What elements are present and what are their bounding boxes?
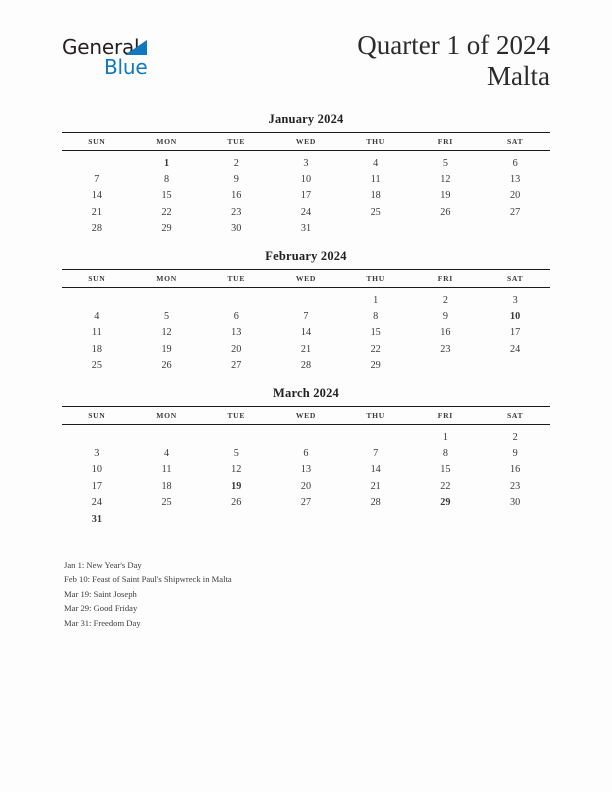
day-cell-holiday[interactable]: 10	[510, 311, 521, 323]
day-cell[interactable]: 1	[373, 294, 379, 306]
day-cell[interactable]: 2	[233, 157, 239, 169]
day-cell[interactable]: 17	[91, 480, 102, 492]
day-cell[interactable]: 16	[510, 464, 521, 476]
week-row	[62, 445, 550, 461]
brand-name-blue: Blue	[104, 55, 148, 79]
brand-name-general: General	[62, 35, 140, 59]
day-cell-empty	[201, 287, 271, 308]
day-cell[interactable]: 12	[440, 174, 451, 186]
day-cell[interactable]: 21	[91, 206, 102, 218]
week-row	[62, 424, 550, 445]
week-row	[62, 494, 550, 510]
day-cell[interactable]: 25	[370, 206, 381, 218]
day-cell[interactable]: 30	[510, 497, 521, 509]
day-cell[interactable]: 24	[300, 206, 312, 218]
day-cell[interactable]: 28	[91, 223, 102, 235]
day-cell[interactable]: 27	[300, 497, 312, 509]
day-cell[interactable]: 8	[442, 447, 448, 459]
day-cell[interactable]: 11	[161, 464, 172, 476]
day-cell[interactable]: 21	[370, 480, 381, 492]
day-cell-empty	[62, 151, 132, 172]
day-cell[interactable]: 26	[440, 206, 451, 218]
day-cell[interactable]: 7	[94, 174, 100, 186]
day-cell[interactable]: 22	[440, 480, 451, 492]
week-row	[62, 341, 550, 357]
day-cell[interactable]: 5	[442, 157, 448, 169]
weekday-header-fri: FRI	[437, 410, 453, 420]
day-cell[interactable]: 8	[373, 311, 379, 323]
month-list	[62, 112, 550, 539]
day-cell-empty	[271, 424, 341, 445]
day-cell[interactable]: 28	[370, 497, 381, 509]
holiday-legend-item: Feb 10: Feast of Saint Paul's Shipwreck in Malta	[64, 574, 232, 585]
day-cell[interactable]: 7	[373, 447, 379, 459]
week-row	[62, 188, 550, 204]
day-cell[interactable]: 6	[303, 447, 309, 459]
day-cell[interactable]: 20	[510, 190, 521, 202]
day-cell[interactable]: 14	[370, 464, 381, 476]
day-cell[interactable]: 8	[164, 174, 170, 186]
weekday-header-row	[62, 133, 550, 151]
day-cell[interactable]: 11	[91, 327, 102, 339]
day-cell[interactable]: 3	[303, 157, 309, 169]
day-cell[interactable]: 23	[440, 343, 451, 355]
day-cell[interactable]: 19	[440, 190, 451, 202]
day-cell[interactable]: 24	[91, 497, 102, 509]
day-cell[interactable]: 10	[300, 174, 312, 186]
day-cell[interactable]: 23	[231, 206, 242, 218]
week-row	[62, 511, 550, 527]
day-cell-empty	[480, 511, 550, 527]
day-cell-empty	[411, 221, 481, 237]
day-cell-empty	[132, 287, 202, 308]
weekday-header-wed: WED	[295, 137, 317, 146]
week-row	[62, 358, 550, 374]
day-cell[interactable]: 9	[512, 447, 518, 459]
month-title: January 2024	[268, 112, 344, 126]
weekday-header-fri: FRI	[437, 137, 453, 146]
day-cell[interactable]: 21	[300, 343, 312, 355]
weekday-header-sun: SUN	[88, 273, 106, 283]
day-cell[interactable]: 26	[161, 360, 172, 372]
day-cell-empty	[132, 511, 202, 527]
day-cell-empty	[132, 424, 202, 445]
day-cell[interactable]: 22	[161, 206, 172, 218]
page-header	[0, 0, 612, 100]
weekday-header-sat: SAT	[506, 410, 524, 420]
day-cell[interactable]: 22	[370, 343, 381, 355]
day-cell[interactable]: 29	[370, 360, 381, 372]
day-cell[interactable]: 18	[370, 190, 381, 202]
weekday-header-fri: FRI	[437, 273, 453, 283]
day-cell[interactable]: 3	[512, 294, 518, 306]
weekday-header-sun: SUN	[88, 410, 106, 420]
week-row	[62, 308, 550, 324]
holiday-legend-item: Mar 29: Good Friday	[64, 603, 138, 614]
day-cell[interactable]: 30	[231, 223, 242, 235]
calendar-table	[62, 269, 550, 374]
holiday-legend	[64, 558, 504, 630]
day-cell[interactable]: 7	[303, 311, 309, 323]
day-cell[interactable]: 4	[164, 447, 170, 459]
day-cell[interactable]: 2	[442, 294, 448, 306]
month-block	[62, 112, 550, 237]
week-row	[62, 325, 550, 341]
weekday-header-tue: TUE	[227, 410, 246, 420]
day-cell-empty	[341, 221, 411, 237]
title-country: Malta	[487, 61, 550, 91]
day-cell[interactable]: 18	[91, 343, 102, 355]
day-cell-empty	[480, 221, 550, 237]
weekday-header-tue: TUE	[227, 273, 246, 283]
day-cell-empty	[271, 287, 341, 308]
holiday-legend-item: Mar 31: Freedom Day	[64, 617, 141, 628]
week-row	[62, 462, 550, 478]
month-title: March 2024	[273, 385, 339, 400]
day-cell[interactable]: 20	[300, 480, 312, 492]
month-block	[62, 386, 550, 527]
weekday-header-wed: WED	[295, 273, 317, 283]
day-cell[interactable]: 28	[300, 360, 312, 372]
calendar-table	[62, 132, 550, 237]
week-row	[62, 204, 550, 220]
day-cell[interactable]: 17	[300, 190, 312, 202]
day-cell[interactable]: 29	[161, 223, 172, 235]
day-cell[interactable]: 9	[233, 174, 239, 186]
day-cell[interactable]: 16	[231, 190, 242, 202]
day-cell[interactable]: 15	[440, 464, 451, 476]
day-cell[interactable]: 15	[370, 327, 381, 339]
weekday-header-mon: MON	[156, 137, 177, 146]
weekday-header-sat: SAT	[506, 137, 524, 146]
weekday-header-wed: WED	[295, 410, 317, 420]
day-cell[interactable]: 27	[231, 360, 242, 372]
day-cell[interactable]: 14	[300, 327, 312, 339]
weekday-header-tue: TUE	[227, 137, 246, 146]
day-cell-empty	[480, 358, 550, 374]
weekday-header-sun: SUN	[88, 137, 106, 146]
day-cell[interactable]: 1	[442, 431, 448, 443]
weekday-header-mon: MON	[156, 410, 177, 420]
weekday-header-thu: THU	[366, 410, 385, 420]
day-cell[interactable]: 19	[161, 343, 172, 355]
week-row	[62, 221, 550, 237]
week-row	[62, 171, 550, 187]
day-cell[interactable]: 4	[94, 311, 100, 323]
day-cell-holiday[interactable]: 1	[164, 157, 170, 169]
day-cell-holiday[interactable]: 29	[440, 497, 451, 509]
day-cell-empty	[271, 511, 341, 527]
weekday-header-sat: SAT	[506, 273, 524, 283]
day-cell-empty	[341, 424, 411, 445]
day-cell[interactable]: 24	[510, 343, 521, 355]
day-cell-empty	[341, 511, 411, 527]
day-cell[interactable]: 26	[231, 497, 242, 509]
month-title: February 2024	[265, 248, 347, 263]
day-cell[interactable]: 9	[442, 311, 448, 323]
holiday-legend-item: Jan 1: New Year's Day	[64, 560, 142, 570]
holiday-legend-item: Mar 19: Saint Joseph	[64, 588, 137, 599]
weekday-header-row	[62, 406, 550, 424]
week-row	[62, 478, 550, 494]
day-cell[interactable]: 20	[231, 343, 242, 355]
day-cell-empty	[62, 287, 132, 308]
day-cell[interactable]: 2	[512, 431, 518, 443]
day-cell[interactable]: 31	[300, 223, 312, 235]
week-row	[62, 151, 550, 172]
day-cell[interactable]: 13	[510, 174, 521, 186]
day-cell-empty	[411, 511, 481, 527]
day-cell-empty	[411, 358, 481, 374]
day-cell[interactable]: 25	[161, 497, 172, 509]
brand-logo[interactable]	[62, 36, 242, 84]
calendar-table	[62, 406, 550, 527]
day-cell-empty	[62, 424, 132, 445]
title-quarter: Quarter 1 of 2024	[357, 30, 550, 60]
triangle-icon	[125, 40, 147, 55]
day-cell[interactable]: 13	[300, 464, 312, 476]
day-cell[interactable]: 5	[233, 447, 239, 459]
day-cell[interactable]: 18	[161, 480, 172, 492]
day-cell[interactable]: 17	[510, 327, 521, 339]
day-cell[interactable]: 12	[161, 327, 172, 339]
month-block	[62, 249, 550, 374]
day-cell[interactable]: 4	[373, 157, 379, 169]
day-cell[interactable]: 25	[91, 360, 102, 372]
day-cell[interactable]: 12	[231, 464, 242, 476]
day-cell[interactable]: 3	[94, 447, 100, 459]
day-cell-holiday[interactable]: 19	[231, 480, 242, 492]
weekday-header-thu: THU	[366, 273, 385, 283]
weekday-header-thu: THU	[366, 137, 385, 146]
day-cell[interactable]: 13	[231, 327, 242, 339]
day-cell-holiday[interactable]: 31	[91, 513, 102, 525]
day-cell[interactable]: 11	[370, 174, 381, 186]
weekday-header-row	[62, 269, 550, 287]
week-row	[62, 287, 550, 308]
weekday-header-mon: MON	[156, 273, 177, 283]
day-cell[interactable]: 14	[91, 190, 102, 202]
day-cell[interactable]: 10	[91, 464, 102, 476]
day-cell[interactable]: 23	[510, 480, 521, 492]
day-cell[interactable]: 6	[233, 311, 239, 323]
day-cell[interactable]: 16	[440, 327, 451, 339]
day-cell[interactable]: 27	[510, 206, 521, 218]
day-cell[interactable]: 5	[164, 311, 170, 323]
day-cell[interactable]: 15	[161, 190, 172, 202]
day-cell-empty	[201, 511, 271, 527]
page-title	[357, 30, 550, 92]
day-cell[interactable]: 6	[512, 157, 518, 169]
day-cell-empty	[201, 424, 271, 445]
